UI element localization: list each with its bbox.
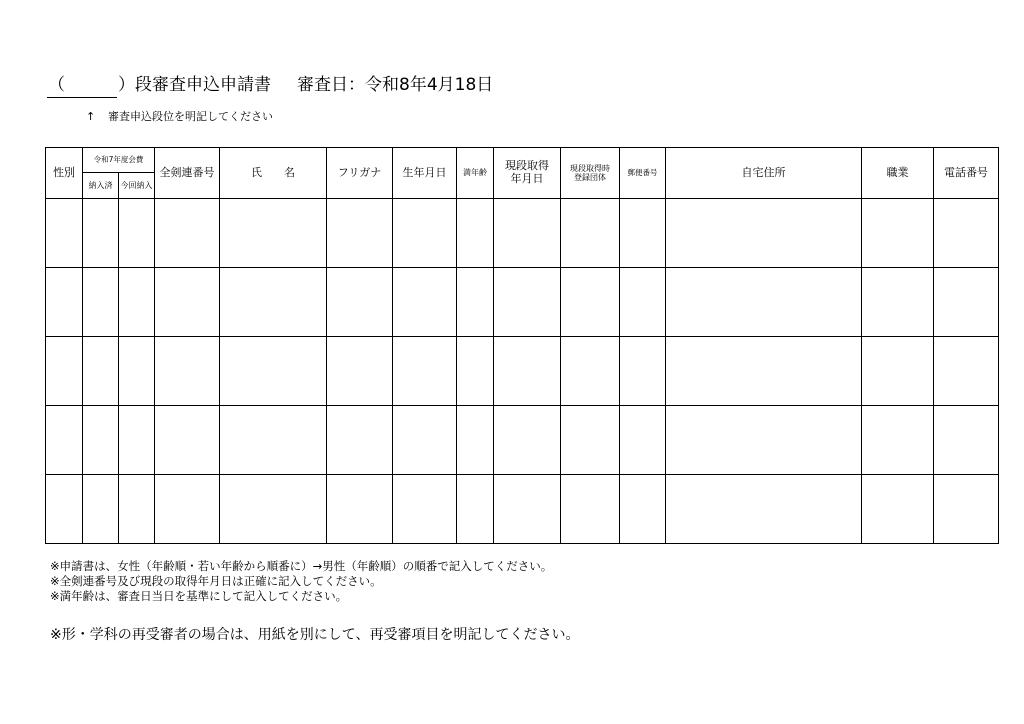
cell-name[interactable] bbox=[220, 337, 327, 406]
cell-postal[interactable] bbox=[620, 337, 666, 406]
cell-name[interactable] bbox=[220, 406, 327, 475]
cell-birthdate[interactable] bbox=[393, 268, 457, 337]
cell-address[interactable] bbox=[666, 406, 862, 475]
cell-fee-paid[interactable] bbox=[83, 406, 119, 475]
header-postal: 郵便番号 bbox=[620, 148, 666, 199]
cell-member-no[interactable] bbox=[155, 406, 220, 475]
cell-rank-date[interactable] bbox=[494, 406, 561, 475]
cell-job[interactable] bbox=[862, 475, 934, 544]
cell-gender[interactable] bbox=[46, 268, 83, 337]
cell-job[interactable] bbox=[862, 337, 934, 406]
cell-name[interactable] bbox=[220, 475, 327, 544]
cell-fee-paid[interactable] bbox=[83, 337, 119, 406]
header-furigana: フリガナ bbox=[327, 148, 393, 199]
cell-postal[interactable] bbox=[620, 199, 666, 268]
footnotes bbox=[50, 559, 552, 604]
header-rank-date bbox=[494, 148, 561, 199]
cell-postal[interactable] bbox=[620, 268, 666, 337]
header-member-no: 全剣連番号 bbox=[155, 148, 220, 199]
cell-rank-date[interactable] bbox=[494, 199, 561, 268]
cell-address[interactable] bbox=[666, 475, 862, 544]
cell-postal[interactable] bbox=[620, 475, 666, 544]
cell-address[interactable] bbox=[666, 199, 862, 268]
header-address: 自宅住所 bbox=[666, 148, 862, 199]
cell-address[interactable] bbox=[666, 268, 862, 337]
title-text: ）段審査申込申請書 bbox=[118, 75, 271, 95]
cell-birthdate[interactable] bbox=[393, 337, 457, 406]
cell-age[interactable] bbox=[457, 475, 494, 544]
cell-gender[interactable] bbox=[46, 475, 83, 544]
cell-rank-date[interactable] bbox=[494, 475, 561, 544]
cell-name[interactable] bbox=[220, 268, 327, 337]
cell-job[interactable] bbox=[862, 406, 934, 475]
cell-postal[interactable] bbox=[620, 406, 666, 475]
rank-blank-underline bbox=[47, 97, 117, 98]
cell-furigana[interactable] bbox=[327, 337, 393, 406]
header-rank-org bbox=[561, 148, 620, 199]
cell-rank-date[interactable] bbox=[494, 268, 561, 337]
cell-furigana[interactable] bbox=[327, 268, 393, 337]
cell-member-no[interactable] bbox=[155, 268, 220, 337]
cell-member-no[interactable] bbox=[155, 199, 220, 268]
header-rank-org-line2: 登録団体 bbox=[574, 173, 606, 182]
cell-gender[interactable] bbox=[46, 199, 83, 268]
footnote-2: ※全剣連番号及び現段の取得年月日は正確に記入してください。 bbox=[50, 574, 382, 588]
cell-address[interactable] bbox=[666, 337, 862, 406]
cell-phone[interactable] bbox=[934, 406, 999, 475]
header-job: 職業 bbox=[862, 148, 934, 199]
table-row bbox=[46, 475, 999, 544]
cell-fee-now[interactable] bbox=[119, 199, 155, 268]
cell-fee-now[interactable] bbox=[119, 268, 155, 337]
cell-rank-org[interactable] bbox=[561, 475, 620, 544]
cell-birthdate[interactable] bbox=[393, 475, 457, 544]
header-fee-paid: 納入済 bbox=[83, 173, 119, 199]
cell-age[interactable] bbox=[457, 199, 494, 268]
cell-furigana[interactable] bbox=[327, 475, 393, 544]
cell-age[interactable] bbox=[457, 406, 494, 475]
cell-birthdate[interactable] bbox=[393, 199, 457, 268]
header-phone: 電話番号 bbox=[934, 148, 999, 199]
cell-birthdate[interactable] bbox=[393, 406, 457, 475]
cell-phone[interactable] bbox=[934, 199, 999, 268]
header-fee-now: 今回納入 bbox=[119, 173, 155, 199]
header-rank-org-line1: 現段取得時 bbox=[570, 163, 610, 173]
header-age: 満年齢 bbox=[457, 148, 494, 199]
cell-phone[interactable] bbox=[934, 337, 999, 406]
application-table bbox=[45, 147, 999, 544]
rank-note bbox=[86, 108, 273, 124]
header-rank-date-line1: 現段取得 bbox=[505, 159, 549, 173]
header-birthdate: 生年月日 bbox=[393, 148, 457, 199]
cell-job[interactable] bbox=[862, 199, 934, 268]
footnote-1: ※申請書は、女性（年齢順・若い年齢から順番に）→男性（年齢順）の順番で記入してください。 bbox=[50, 559, 553, 573]
cell-fee-paid[interactable] bbox=[83, 475, 119, 544]
footnote-retake: ※形・学科の再受審者の場合は、用紙を別にして、再受審項目を明記してください。 bbox=[50, 627, 580, 643]
exam-date: 審査日：令和8年4月18日 bbox=[297, 75, 494, 95]
header-name: 氏 名 bbox=[220, 148, 327, 199]
header-fee-group: 令和7年度会費 bbox=[83, 148, 155, 173]
cell-phone[interactable] bbox=[934, 268, 999, 337]
cell-fee-paid[interactable] bbox=[83, 268, 119, 337]
header-rank-date-line2: 年月日 bbox=[510, 172, 544, 185]
footnote-3: ※満年齢は、審査日当日を基準にして記入してください。 bbox=[50, 589, 348, 603]
table-row bbox=[46, 337, 999, 406]
cell-furigana[interactable] bbox=[327, 406, 393, 475]
table-row bbox=[46, 199, 999, 268]
rank-note-text: 審査申込段位を明記してください bbox=[108, 110, 273, 123]
cell-job[interactable] bbox=[862, 268, 934, 337]
header-gender: 性別 bbox=[46, 148, 83, 199]
cell-name[interactable] bbox=[220, 199, 327, 268]
cell-rank-org[interactable] bbox=[561, 268, 620, 337]
cell-rank-org[interactable] bbox=[561, 199, 620, 268]
table-row bbox=[46, 406, 999, 475]
up-arrow-icon: ↑ bbox=[86, 110, 96, 123]
cell-member-no[interactable] bbox=[155, 475, 220, 544]
cell-gender[interactable] bbox=[46, 337, 83, 406]
cell-phone[interactable] bbox=[934, 475, 999, 544]
cell-fee-now[interactable] bbox=[119, 337, 155, 406]
table-body bbox=[46, 199, 999, 544]
table-row bbox=[46, 268, 999, 337]
cell-rank-org[interactable] bbox=[561, 337, 620, 406]
cell-rank-org[interactable] bbox=[561, 406, 620, 475]
form-title bbox=[48, 70, 493, 95]
title-open-paren: （ bbox=[48, 75, 65, 95]
cell-fee-paid[interactable] bbox=[83, 199, 119, 268]
cell-fee-now[interactable] bbox=[119, 475, 155, 544]
cell-fee-now[interactable] bbox=[119, 406, 155, 475]
cell-member-no[interactable] bbox=[155, 337, 220, 406]
cell-rank-date[interactable] bbox=[494, 337, 561, 406]
cell-age[interactable] bbox=[457, 268, 494, 337]
cell-furigana[interactable] bbox=[327, 199, 393, 268]
cell-age[interactable] bbox=[457, 337, 494, 406]
cell-gender[interactable] bbox=[46, 406, 83, 475]
